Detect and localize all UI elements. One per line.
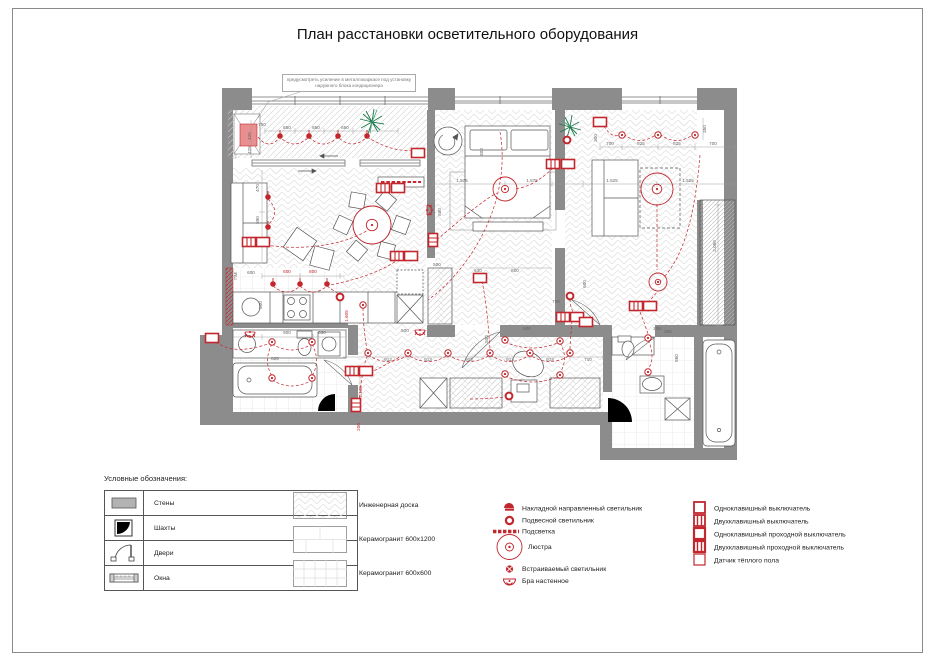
dimension-label: 600 (582, 280, 587, 288)
floor-sensor-icon (694, 554, 705, 565)
dimension-label: 1.605 (344, 310, 349, 322)
tile-600x1200-swatch (293, 526, 347, 553)
switch-symbol (360, 367, 373, 376)
switch-2gang-pass-icon (694, 541, 705, 552)
switch-symbol (391, 252, 404, 261)
dimension-label: 800 (258, 301, 263, 309)
dimension-label: 860 (674, 354, 679, 362)
dimension-label: 700 (709, 141, 717, 146)
switch-symbol (243, 238, 256, 247)
dimension-label: 750 (258, 122, 266, 127)
recessed-light-symbol (527, 350, 533, 356)
page-title: План расстановки осветительного оборудования (296, 26, 639, 43)
svg-text:Двухклавишный выключатель: Двухклавишный выключатель (714, 518, 809, 526)
recessed-light-symbol (619, 132, 625, 138)
switch-symbol (630, 302, 643, 311)
switch-symbol (547, 160, 560, 169)
dimension-label: 250 (664, 329, 672, 334)
dimension-label: 630 (318, 330, 326, 335)
recessed-light-symbol (365, 350, 371, 356)
legend-heading: Условные обозначения: (104, 474, 188, 483)
pendant-light-symbol (337, 294, 344, 301)
dimension-label: 650 (312, 125, 320, 130)
legend-floors (293, 492, 435, 594)
switch-symbol (392, 184, 405, 193)
legend-switches (686, 498, 926, 573)
recessed-light-symbol (309, 339, 315, 345)
recessed-light-symbol (269, 339, 275, 345)
svg-text:Люстра: Люстра (528, 544, 552, 551)
recessed-light-symbol (269, 375, 275, 381)
legend-row-tile-600x600: Керамогранит 600x600 (293, 560, 435, 587)
svg-text:Встраиваемый светильник: Встраиваемый светильник (522, 566, 607, 573)
door-swatch (105, 541, 144, 565)
dimension-label: 600 (247, 270, 255, 275)
dimension-label: 500 (433, 262, 441, 267)
window-swatch (105, 566, 144, 590)
svg-text:Датчик тёплого пола: Датчик тёплого пола (714, 557, 779, 565)
dimension-label: 890 (255, 216, 260, 224)
dimension-label: 700 (606, 141, 614, 146)
dimension-label: 798 (552, 299, 560, 304)
dimension-label: ПМ (233, 272, 238, 280)
dimension-label: 1.575 (456, 178, 468, 183)
dimension-label: 425 (247, 132, 252, 140)
dimension-label: 600 (283, 269, 291, 274)
dimension-label: 650 (341, 125, 349, 130)
recessed-light-symbol (309, 375, 315, 381)
dimension-label: 1.575 (526, 178, 538, 183)
ac-unit-note: предусмотреть усиление в металлокаркасе под установку наружного блока кондиционера (282, 74, 416, 92)
switch-symbol (429, 234, 438, 247)
legend-row-tile-600x1200: Керамогранит 600x1200 (293, 526, 435, 553)
walls-swatch (105, 491, 144, 515)
dimension-label: 913 (384, 357, 392, 362)
dimension-label: 200 (356, 423, 361, 431)
svg-text:Бра настенное: Бра настенное (522, 578, 569, 585)
dimension-label: 630 (474, 268, 482, 273)
switch-symbol (594, 118, 607, 127)
dimension-label: 800 (511, 268, 519, 273)
switch-1gang-icon (694, 502, 705, 513)
dimension-label: 500 (401, 328, 409, 333)
recessed-light-symbol (655, 132, 661, 138)
recessed-light-icon (506, 565, 513, 572)
dimension-label: 913 (424, 357, 432, 362)
dimension-label: 425 (247, 146, 252, 154)
switch-1gang-pass-icon (694, 528, 705, 539)
recessed-light-symbol (445, 350, 451, 356)
svg-text:Двухклавишный проходной выключ: Двухклавишный проходной выключатель (714, 544, 844, 552)
svg-text:Одноклавишный проходной выключ: Одноклавишный проходной выключатель (714, 531, 846, 539)
switch-symbol (644, 302, 657, 311)
recessed-light-symbol (405, 350, 411, 356)
pendant-light-symbol (567, 293, 574, 300)
dimension-label: 2.060 (712, 240, 717, 252)
shaft-swatch (105, 516, 144, 540)
dimension-label: 913 (546, 357, 554, 362)
dimension-label: 300 (593, 134, 598, 142)
legend-row-doors: Двери (105, 540, 357, 565)
svg-text:Подсветка: Подсветка (522, 528, 555, 536)
wall-sconce-icon (503, 579, 516, 585)
recessed-light-symbol (502, 337, 508, 343)
switch-symbol (352, 399, 361, 412)
dimension-label: 350 (702, 125, 707, 133)
dimension-label: 205 (653, 326, 661, 331)
switch-symbol (412, 149, 425, 158)
recessed-light-symbol (557, 338, 563, 344)
svg-text:Подвесной светильник: Подвесной светильник (522, 517, 594, 525)
dimension-label: 300 (479, 148, 484, 156)
recessed-light-symbol (645, 369, 651, 375)
pendant-light-symbol (564, 137, 571, 144)
switch-symbol (377, 184, 390, 193)
switch-symbol (474, 274, 487, 283)
legend-row-walls: Стены (105, 491, 357, 515)
dimension-label: 650 (283, 125, 291, 130)
recessed-light-symbol (692, 132, 698, 138)
surface-directional-light-icon (504, 503, 514, 511)
legend-lights (492, 498, 687, 593)
recessed-light-symbol (360, 302, 366, 308)
dimension-label: 470 (255, 184, 260, 192)
legend-row-herringbone: Инженерная доска (293, 492, 435, 519)
dimension-label: 710 (584, 357, 592, 362)
legend-row-shafts: Шахты (105, 515, 357, 540)
recessed-light-symbol (645, 335, 651, 341)
dimension-label: 900 (283, 330, 291, 335)
dimension-label: 913 (506, 357, 514, 362)
switch-symbol (257, 238, 270, 247)
svg-text:Одноклавишный выключатель: Одноклавишный выключатель (714, 505, 811, 513)
tile-600x600-swatch (293, 560, 347, 587)
dimension-label: 500 (523, 326, 531, 331)
herringbone-swatch (293, 492, 347, 519)
dimension-label: 825 (271, 356, 279, 361)
svg-text:Накладной направленный светиль: Накладной направленный светильник (522, 505, 643, 513)
dimension-label: 1.525 (606, 178, 618, 183)
switch-2gang-icon (694, 515, 705, 526)
switch-symbol (346, 367, 359, 376)
pendant-light-symbol (506, 393, 513, 400)
legend-row-windows: Окна (105, 565, 357, 590)
dimension-label: 913 (465, 357, 473, 362)
switch-symbol (557, 313, 570, 322)
recessed-light-symbol (567, 350, 573, 356)
dimension-label: 825 (637, 141, 645, 146)
dimension-label: 800 (309, 269, 317, 274)
recessed-light-symbol (502, 371, 508, 377)
recessed-light-symbol (557, 372, 563, 378)
switch-symbol (206, 334, 219, 343)
dimension-label: 500 (437, 208, 442, 216)
chandelier-icon (497, 535, 522, 560)
switch-symbol (562, 160, 575, 169)
dimension-label: 1.525 (682, 178, 694, 183)
dimension-label: 300 (484, 335, 489, 343)
pendant-light-icon (506, 517, 513, 524)
dimension-label: 825 (673, 141, 681, 146)
dimension-label: 1.140 (358, 386, 363, 398)
switch-symbol (580, 318, 593, 327)
switch-symbol (405, 252, 418, 261)
recessed-light-symbol (487, 350, 493, 356)
